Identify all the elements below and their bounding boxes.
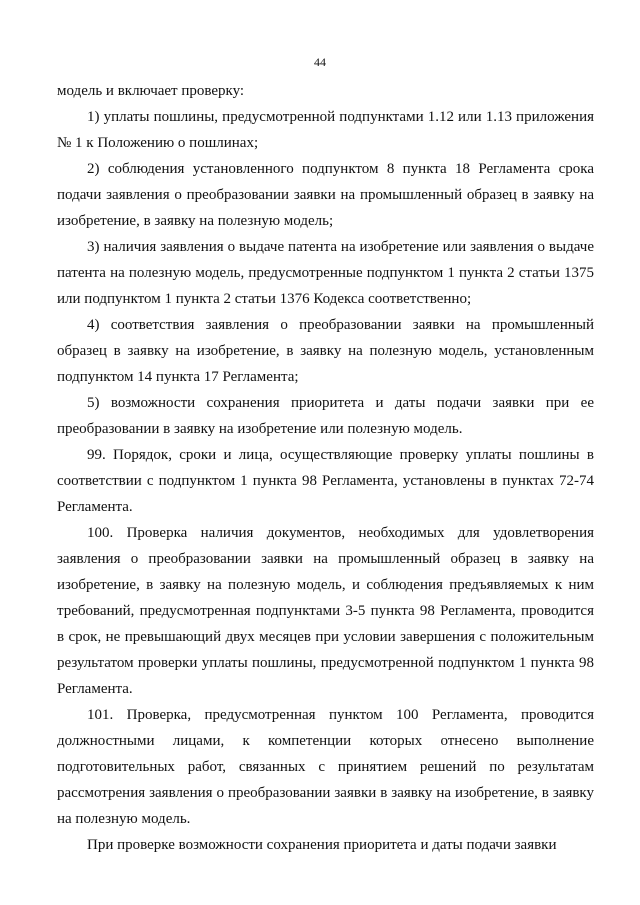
clause-100: 100. Проверка наличия документов, необходимых для удовлетворения заявления о преобразовании заявки на промышленный образец в заявку на изобретение, в заявку на полезную модель, и соблюдения предъявляемых к ним требований, предусмотренная подпунктами 3-5 пункта 98 Регламента, проводится в срок, не превышающий двух месяцев при условии завершения с положительным результатом проверки уплаты пошлины, предусмотренной подпунктом 1 пункта 98 Регламента. [57, 525, 594, 697]
page-number: 44 [314, 55, 326, 69]
paragraph-tail: При проверке возможности сохранения приоритета и даты подачи заявки [87, 837, 557, 853]
list-item-5: 5) возможности сохранения приоритета и даты подачи заявки при ее преобразовании в заявку на изобретение или полезную модель. [57, 395, 594, 437]
list-item-3: 3) наличия заявления о выдаче патента на изобретение или заявления о выдаче патента на полезную модель, предусмотренные подпунктом 1 пункта 2 статьи 1375 или подпунктом 1 пункта 2 статьи 1376 Кодекса соответственно; [57, 239, 594, 307]
clause-101: 101. Проверка, предусмотренная пунктом 100 Регламента, проводится должностными лицами, к компетенции которых отнесено выполнение подготовительных работ, связанных с принятием решений по результатам рассмотрения заявления о преобразовании заявки в заявку на изобретение, в заявку на полезную модель. [57, 707, 594, 827]
list-item-2: 2) соблюдения установленного подпунктом 8 пункта 18 Регламента срока подачи заявления о преобразовании заявки на промышленный образец в заявку на изобретение, в заявку на полезную модель; [57, 161, 594, 229]
document-body [57, 78, 594, 858]
list-item-4: 4) соответствия заявления о преобразовании заявки на промышленный образец в заявку на изобретение, в заявку на полезную модель, установленным подпунктом 14 пункта 17 Регламента; [57, 317, 594, 385]
list-item-1: 1) уплаты пошлины, предусмотренной подпунктами 1.12 или 1.13 приложения № 1 к Положению о пошлинах; [57, 109, 594, 151]
clause-99: 99. Порядок, сроки и лица, осуществляющие проверку уплаты пошлины в соответствии с подпунктом 1 пункта 98 Регламента, установлены в пунктах 72-74 Регламента. [57, 447, 594, 515]
paragraph-continuation: модель и включает проверку: [57, 83, 245, 99]
